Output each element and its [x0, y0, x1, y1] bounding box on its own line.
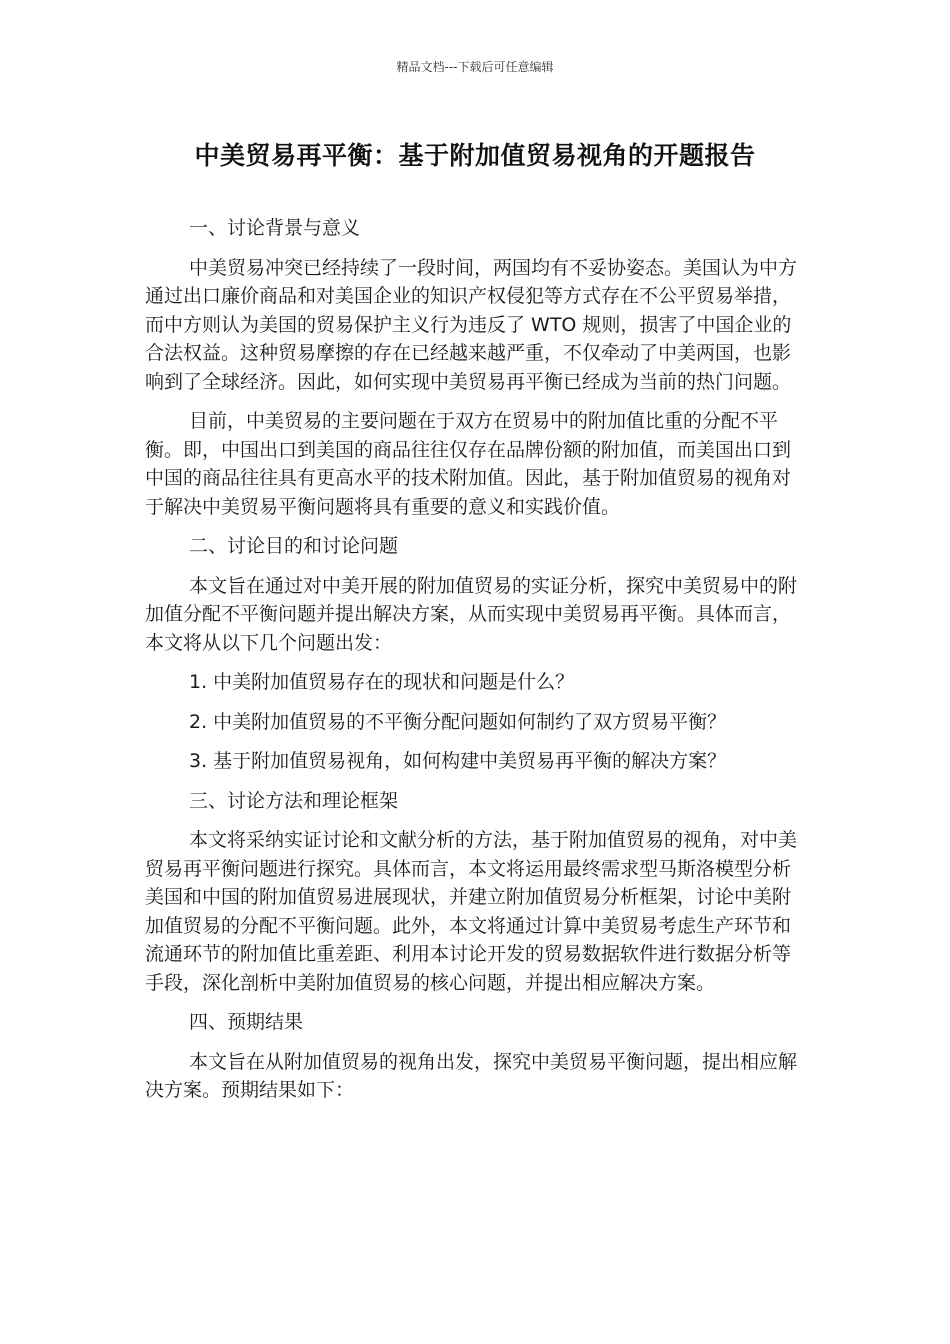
page-header: 精品文档---下载后可任意编辑	[396, 60, 554, 74]
paragraph: 目前，中美贸易的主要问题在于双方在贸易中的附加值比重的分配不平衡。即，中国出口到美国的商品往往仅存在品牌份额的附加值，而美国出口到中国的商品往往具有更高水平的技术附加值。因此，基于附加值贸易的视角对于解决中美贸易平衡问题将具有重要的意义和实践价值。	[145, 410, 792, 518]
paragraph: 本文将采纳实证讨论和文献分析的方法，基于附加值贸易的视角，对中美贸易再平衡问题进行探究。具体而言，本文将运用最终需求型马斯洛模型分析美国和中国的附加值贸易进展现状，并建立附加值贸易分析框架，讨论中美附加值贸易的分配不平衡问题。此外，本文将通过计算中美贸易考虑生产环节和流通环节的附加值比重差距、利用本讨论开发的贸易数据软件进行数据分析等手段，深化剖析中美附加值贸易的核心问题，并提出相应解决方案。	[145, 829, 798, 994]
document-title: 中美贸易再平衡：基于附加值贸易视角的开题报告	[194, 141, 756, 170]
paragraph: 本文旨在通过对中美开展的附加值贸易的实证分析，探究中美贸易中的附加值分配不平衡问题并提出解决方案，从而实现中美贸易再平衡。具体而言，本文将从以下几个问题出发：	[145, 574, 798, 654]
paragraph: 中美贸易冲突已经持续了一段时间，两国均有不妥协姿态。美国认为中方通过出口廉价商品和对美国企业的知识产权侵犯等方式存在不公平贸易举措，而中方则认为美国的贸易保护主义行为违反了 WTO 规则，损害了中国企业的合法权益。这种贸易摩擦的存在已经越来越严重，不仅牵动了中美两国，也影响到了全球经济。因此，如何实现中美贸易再平衡已经成为当前的热门问题。	[145, 256, 798, 393]
list-item: 3. 基于附加值贸易视角，如何构建中美贸易再平衡的解决方案？	[189, 750, 727, 772]
section-heading-background: 一、讨论背景与意义	[189, 217, 361, 239]
list-item: 1. 中美附加值贸易存在的现状和问题是什么？	[189, 671, 575, 693]
document-body	[145, 214, 797, 1116]
paragraph: 本文旨在从附加值贸易的视角出发，探究中美贸易平衡问题，提出相应解决方案。预期结果如下：	[145, 1050, 798, 1101]
section-heading-purpose: 二、讨论目的和讨论问题	[189, 535, 399, 557]
list-item: 2. 中美附加值贸易的不平衡分配问题如何制约了双方贸易平衡？	[189, 710, 727, 733]
section-heading-expected: 四、预期结果	[189, 1011, 304, 1033]
section-heading-method: 三、讨论方法和理论框架	[189, 789, 399, 812]
